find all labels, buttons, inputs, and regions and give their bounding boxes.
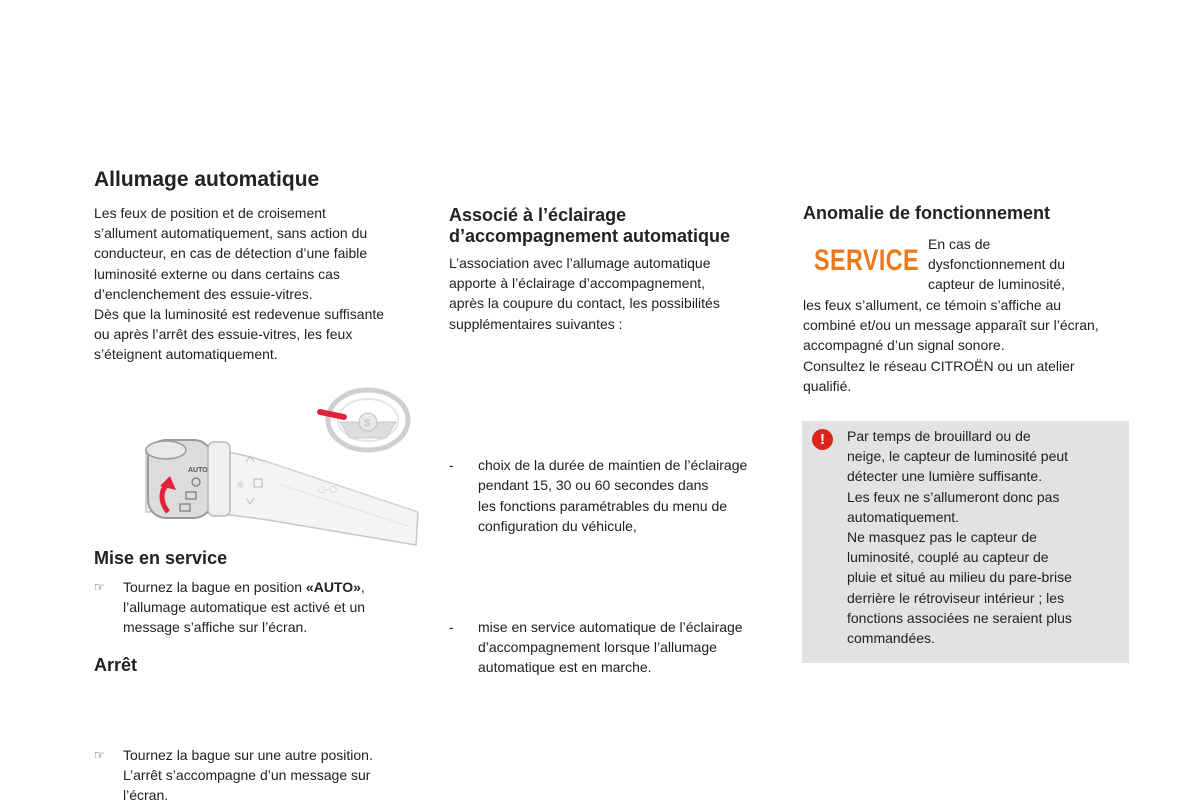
auto-keyword: «AUTO» — [305, 579, 361, 595]
text-line: d’accompagnement lorsque l’allumage — [478, 639, 717, 656]
section-title-arret: Arrêt — [94, 655, 138, 675]
text-line: accompagné d’un signal sonore. — [803, 337, 1005, 354]
text-line: En cas de — [928, 236, 991, 252]
svg-text:S: S — [364, 418, 371, 428]
text-line: L’association avec l’allumage automatique — [449, 255, 711, 271]
text-line: supplémentaires suivantes : — [449, 315, 623, 332]
intro-paragraph — [94, 203, 384, 365]
text-line: l’allumage automatique est activé et un — [123, 599, 366, 616]
lighting-stalk-illustration — [118, 380, 428, 550]
page-title: Allumage automatique — [94, 168, 320, 191]
text-line: automatique est en marche. — [478, 659, 652, 676]
warning-note-box — [802, 421, 1129, 663]
text-line: Par temps de brouillard ou de — [847, 428, 1031, 444]
text-line: Tournez la bague sur une autre position. — [123, 746, 373, 763]
text-line: s’éteignent automatiquement. — [94, 346, 278, 363]
text-span: Tournez la bague en position — [123, 579, 306, 595]
text-span: , — [360, 579, 365, 595]
text-line: commandées. — [847, 630, 935, 647]
text-line: apporte à l’éclairage d’accompagnement, — [449, 275, 706, 292]
text-line: fonctions associées ne seraient plus — [847, 609, 1072, 626]
steering-wheel-icon — [328, 390, 408, 450]
text-line: L’arrêt s’accompagne d’un message sur — [123, 766, 371, 783]
svg-text:○-○: ○-○ — [318, 485, 337, 495]
text-line: les feux s’allument, ce témoin s’affiche au — [803, 297, 1062, 313]
text-line: l’écran. — [123, 787, 169, 804]
text-line: conducteur, en cas de détection d’une faible — [94, 245, 368, 262]
text-line: s’allument automatiquement, sans action du — [94, 225, 368, 242]
text-line: automatiquement. — [847, 508, 960, 525]
text-line: neige, le capteur de luminosité peut — [847, 448, 1069, 465]
section-title-anomalie: Anomalie de fonctionnement — [803, 203, 1051, 223]
text-line: luminosité, couplé au capteur de — [847, 549, 1049, 566]
warning-note-text — [847, 426, 1072, 648]
anomalie-paragraph — [803, 295, 1099, 396]
mise-en-service-instruction — [94, 577, 443, 638]
text-line: capteur de luminosité, — [928, 276, 1065, 293]
service-description — [928, 234, 1065, 295]
text-line: message s’affiche sur l’écran. — [123, 619, 308, 636]
svg-text:☼: ☼ — [236, 480, 245, 491]
title-line: d’accompagnement automatique — [449, 226, 731, 246]
pointing-hand-icon: ☞ — [94, 747, 105, 762]
text-line: après la coupure du contact, les possibilités — [449, 295, 720, 312]
dash-marker: - — [449, 457, 454, 474]
service-warning-icon: SERVICE — [814, 244, 920, 277]
text-line: pluie et situé au milieu du pare-brise — [847, 569, 1072, 586]
text-line: qualifié. — [803, 377, 852, 394]
dash-marker: - — [449, 619, 454, 636]
text-line: choix de la durée de maintien de l’éclairage — [478, 457, 748, 474]
text-line: d’enclenchement des essuie-vitres. — [94, 285, 313, 302]
stalk-auto-label: AUTO — [188, 467, 208, 474]
text-line: configuration du véhicule, — [478, 517, 637, 534]
text-line: pendant 15, 30 ou 60 secondes dans — [478, 477, 709, 494]
pointing-hand-icon: ☞ — [94, 580, 105, 594]
accompagnement-intro — [449, 253, 720, 334]
text-line: Consultez le réseau CITROËN ou un atelier — [803, 357, 1075, 374]
text-line: dysfonctionnement du — [928, 256, 1065, 273]
section-title-accompagnement — [449, 205, 730, 247]
text-line: combiné et/ou un message apparaît sur l’écran, — [803, 317, 1099, 334]
text-line: luminosité externe ou dans certains cas — [94, 265, 340, 282]
text-line: ou après l’arrêt des essuie-vitres, les feux — [94, 326, 353, 343]
text-line: Les feux de position et de croisement — [94, 205, 326, 221]
text-line: Les feux ne s’allumeront donc pas — [847, 488, 1060, 505]
section-title-mise-en-service: Mise en service — [94, 548, 228, 568]
text-line: mise en service automatique de l’éclairage — [478, 619, 743, 636]
warning-icon: ! — [812, 429, 833, 450]
text-line: détecter une lumière suffisante. — [847, 468, 1043, 485]
text-line: les fonctions paramétrables du menu de — [478, 497, 728, 514]
text-line: Dès que la luminosité est redevenue suffisante — [94, 306, 385, 323]
text-line: derrière le rétroviseur intérieur ; les — [847, 589, 1065, 606]
arret-instruction — [94, 745, 443, 805]
text-line: Ne masquez pas le capteur de — [847, 529, 1037, 546]
title-line: Associé à l’éclairage — [449, 205, 627, 225]
